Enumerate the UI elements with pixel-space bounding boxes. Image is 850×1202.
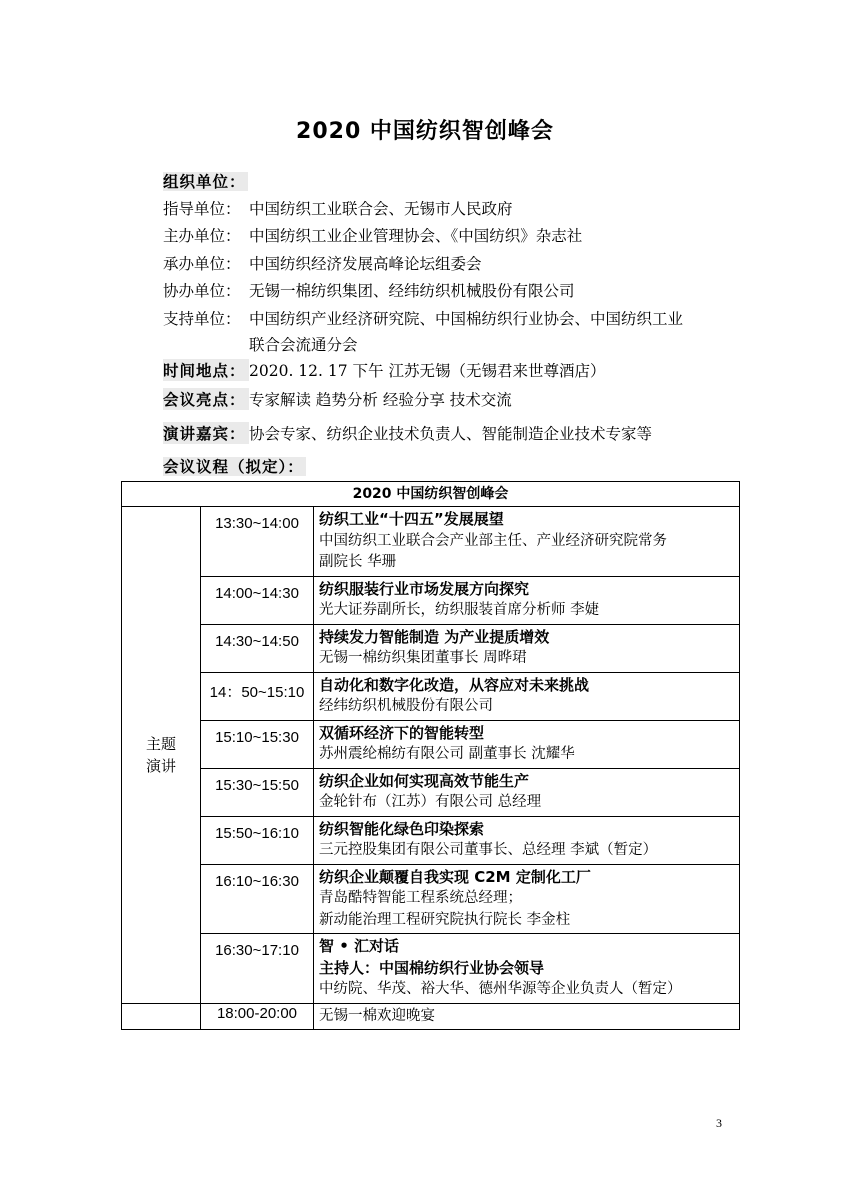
talk-speaker: 新动能治理工程研究院执行院长 李金柱 xyxy=(319,911,571,928)
info-row-host: 主办单位： 中国纺织工业企业管理协会、《中国纺织》杂志社 xyxy=(163,227,583,245)
dinner-event: 无锡一棉欢迎晚宴 xyxy=(314,1003,740,1030)
talk-title: 纺织服装行业市场发展方向探究 xyxy=(319,579,530,598)
table-row xyxy=(122,864,740,934)
agenda-time: 13:30~14:00 xyxy=(201,507,314,577)
talk-host: 主持人：中国棉纺织行业协会领导 xyxy=(319,958,545,977)
table-row xyxy=(122,934,740,1004)
table-row xyxy=(122,672,740,720)
info-row-time-place: 时间地点： 2020. 12. 17 下午 江苏无锡（无锡君来世尊酒店） xyxy=(163,361,606,380)
info-row-organizer: 承办单位： 中国纺织经济发展高峰论坛组委会 xyxy=(163,255,482,273)
page-number: 3 xyxy=(716,1116,722,1130)
agenda-header: 2020 中国纺织智创峰会 xyxy=(122,482,740,507)
table-row xyxy=(122,1003,740,1030)
agenda-talk xyxy=(314,934,740,1004)
talk-speaker: 副院长 华珊 xyxy=(319,554,397,570)
agenda-category: 主题 演讲 xyxy=(122,507,201,1004)
organizers-heading: 组织单位： xyxy=(163,172,246,191)
agenda-talk xyxy=(314,768,740,816)
table-row xyxy=(122,720,740,768)
agenda-time: 15:30~15:50 xyxy=(201,768,314,816)
talk-speaker: 光大证券副所长，纺织服装首席分析师 李婕 xyxy=(319,602,600,618)
talk-speaker: 金轮针布（江苏）有限公司 总经理 xyxy=(319,794,542,810)
table-row xyxy=(122,576,740,624)
agenda-heading: 会议议程（拟定）： xyxy=(163,457,304,476)
agenda-talk xyxy=(314,507,740,577)
table-row xyxy=(122,768,740,816)
talk-speaker: 经纬纺织机械股份有限公司 xyxy=(319,698,493,714)
table-row xyxy=(122,816,740,864)
agenda-time: 14:00~14:30 xyxy=(201,576,314,624)
agenda-time: 14:30~14:50 xyxy=(201,624,314,672)
page-title: 2020 中国纺织智创峰会 xyxy=(296,119,554,144)
agenda-talk xyxy=(314,864,740,934)
table-row xyxy=(122,624,740,672)
agenda-table xyxy=(121,481,740,1030)
info-row-highlights: 会议亮点： 专家解读 趋势分析 经验分享 技术交流 xyxy=(163,390,512,409)
talk-speaker: 苏州震纶棉纺有限公司 副董事长 沈耀华 xyxy=(319,746,575,762)
talk-title: 智 • 汇对话 xyxy=(319,937,400,955)
agenda-time: 15:50~16:10 xyxy=(201,816,314,864)
agenda-talk xyxy=(314,816,740,864)
table-row xyxy=(122,507,740,577)
agenda-talk xyxy=(314,576,740,624)
agenda-talk xyxy=(314,624,740,672)
talk-title: 持续发力智能制造 为产业提质增效 xyxy=(319,627,550,646)
info-row-coorganizer: 协办单位： 无锡一棉纺织集团、经纬纺织机械股份有限公司 xyxy=(163,282,575,300)
talk-speaker: 中纺院、华茂、裕大华、德州华源等企业负责人（暂定） xyxy=(319,981,682,997)
talk-speaker: 青岛酷特智能工程系统总经理； xyxy=(319,890,522,906)
agenda-time: 15:10~15:30 xyxy=(201,720,314,768)
agenda-time: 16:30~17:10 xyxy=(201,934,314,1004)
talk-title: 纺织工业“十四五”发展展望 xyxy=(319,510,504,528)
info-row-guide: 指导单位： 中国纺织工业联合会、无锡市人民政府 xyxy=(163,200,513,218)
info-row-supporter: 支持单位： 中国纺织产业经济研究院、中国棉纺织行业协会、中国纺织工业 xyxy=(163,310,684,328)
info-row-speakers: 演讲嘉宾： 协会专家、纺织企业技术负责人、智能制造企业技术专家等 xyxy=(163,424,653,443)
agenda-talk xyxy=(314,720,740,768)
talk-title: 纺织智能化绿色印染探索 xyxy=(319,819,485,838)
talk-title: 纺织企业颠覆自我实现 C2M 定制化工厂 xyxy=(319,867,591,886)
talk-speaker: 中国纺织工业联合会产业部主任、产业经济研究院常务 xyxy=(319,532,667,549)
dinner-time: 18:00-20:00 xyxy=(201,1003,314,1030)
empty-cell xyxy=(122,1003,201,1030)
info-row-supporter-cont: 联合会流通分会 xyxy=(249,336,358,354)
agenda-talk xyxy=(314,672,740,720)
talk-title: 纺织企业如何实现高效节能生产 xyxy=(319,771,530,790)
talk-title: 自动化和数字化改造，从容应对未来挑战 xyxy=(319,675,590,694)
talk-speaker: 三元控股集团有限公司董事长、总经理 李斌（暂定） xyxy=(319,842,658,858)
talk-title: 双循环经济下的智能转型 xyxy=(319,723,485,742)
agenda-time: 16:10~16:30 xyxy=(201,864,314,934)
agenda-time: 14：50~15:10 xyxy=(201,672,314,720)
talk-speaker: 无锡一棉纺织集团董事长 周晔珺 xyxy=(319,650,527,666)
